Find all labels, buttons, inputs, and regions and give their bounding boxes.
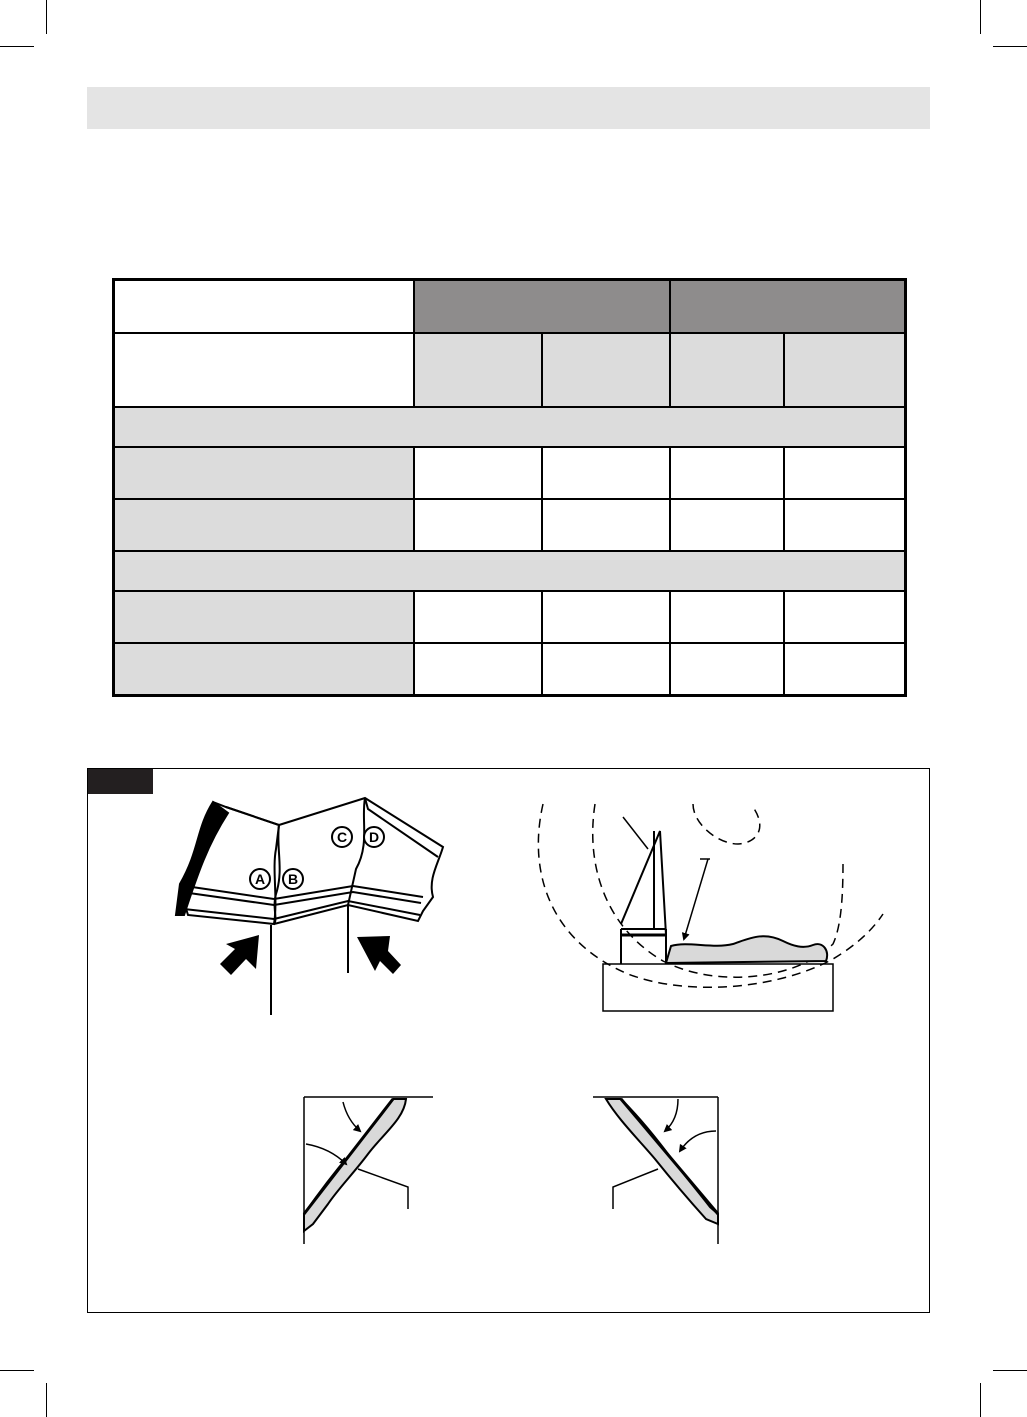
inside-corner-molding-drawing [176, 798, 443, 1015]
table-row-label [114, 591, 414, 643]
profile-back-edge [621, 1099, 718, 1214]
table-section-header [114, 551, 906, 591]
crop-mark [993, 46, 1027, 47]
bevel-miter-table [112, 278, 907, 697]
direction-arrow-icon [220, 935, 259, 975]
table-cell [670, 499, 784, 551]
table-group-header [670, 280, 906, 333]
callout-b-label: B [287, 871, 299, 887]
table-row [114, 591, 906, 643]
crop-mark [980, 0, 981, 34]
table-row [114, 499, 906, 551]
callout-a [250, 869, 270, 889]
section-header-band [87, 87, 930, 129]
table-cell [784, 591, 906, 643]
callout-c [332, 827, 352, 847]
table-corner-cell [114, 280, 414, 333]
crop-mark [980, 1383, 981, 1417]
table-row-label [114, 643, 414, 696]
saw-cut-drawing [538, 804, 883, 1011]
angle-arc [306, 1144, 346, 1164]
figure-frame [87, 768, 930, 1313]
crop-mark [46, 1383, 47, 1417]
leader-line [613, 1169, 658, 1209]
molding-profile-flat [666, 936, 827, 963]
molding-edge [189, 893, 274, 905]
profile-left-drawing [304, 1097, 433, 1244]
table-sub-header [784, 333, 906, 407]
table-cell [414, 499, 542, 551]
table-section-header [114, 407, 906, 447]
crop-mark [0, 46, 34, 47]
table-cell [670, 447, 784, 499]
table-row-label [114, 333, 414, 407]
molding-edge [226, 807, 279, 825]
callout-c-label: C [336, 829, 348, 845]
table-cell [414, 447, 542, 499]
molding-profile-right [606, 1099, 718, 1224]
blade-guard [621, 831, 666, 935]
blade-arc-hub [693, 804, 760, 844]
table-cell [542, 499, 670, 551]
table-row [114, 447, 906, 499]
intro-text [87, 150, 930, 260]
table-cell [784, 499, 906, 551]
molding-edge [184, 909, 274, 919]
crop-mark [0, 1370, 34, 1371]
profile-right-drawing [593, 1097, 718, 1244]
callout-d-label: D [368, 829, 380, 845]
table-row [114, 643, 906, 696]
saw-table [603, 964, 833, 1011]
molding-profile-left [304, 1099, 406, 1231]
table-row-label [114, 499, 414, 551]
miter-joint-right [348, 798, 365, 905]
table-cell [784, 643, 906, 696]
direction-arrow-icon [357, 936, 401, 974]
table-cell [542, 591, 670, 643]
crop-mark [46, 0, 47, 34]
callout-b [283, 869, 303, 889]
table-cell [670, 643, 784, 696]
table-sub-header [542, 333, 670, 407]
callout-a-label: A [254, 871, 266, 887]
crown-molding-illustration [88, 769, 929, 1312]
leader-arrow [684, 859, 708, 939]
molding-right-piece [274, 798, 443, 924]
angle-arc [680, 1131, 716, 1151]
angle-arc [665, 1099, 678, 1131]
angle-arc [343, 1102, 360, 1131]
table-group-header [414, 280, 670, 333]
crop-mark [993, 1370, 1027, 1371]
table-cell [414, 643, 542, 696]
table-sub-header [414, 333, 542, 407]
table-cell [670, 591, 784, 643]
table-cell [542, 447, 670, 499]
leader-line [623, 817, 648, 849]
leader-line [358, 1169, 408, 1209]
table-cell [414, 591, 542, 643]
table-row-label [114, 447, 414, 499]
table-sub-header [670, 333, 784, 407]
table-cell [542, 643, 670, 696]
table-cell [784, 447, 906, 499]
callout-d [364, 827, 384, 847]
